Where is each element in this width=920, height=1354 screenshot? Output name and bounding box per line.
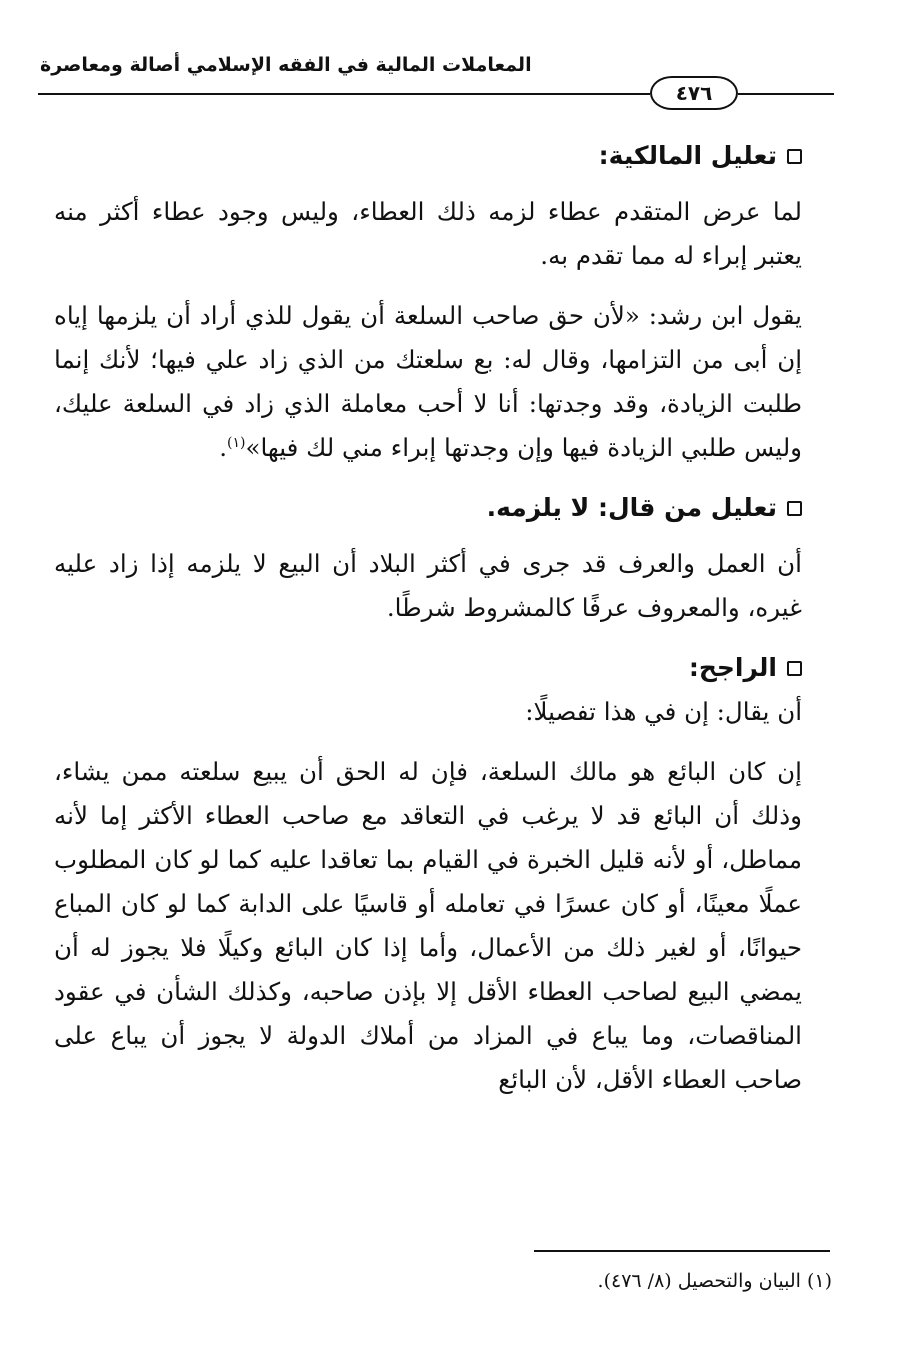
- section-heading-preferred: [54, 646, 802, 690]
- section-heading-no-obligation: [54, 486, 802, 530]
- checkbox-square-icon: [787, 661, 802, 676]
- section-heading-label: تعليل من قال: لا يلزمه.: [486, 493, 777, 522]
- checkbox-square-icon: [787, 149, 802, 164]
- quote-text: يقول ابن رشد: «لأن حق صاحب السلعة أن يقول للذي أراد أن يلزمها إياه إن أبى من التزامها، وقال له: بع سلعتك من الذي زاد علي فيها؛ لأنك إنما طلبت الزيادة، وقد وجدتها: أنا لا أحب معاملة الذي زاد في السلعة عليك، وليس طلبي الزيادة فيها وإن وجدتها إبراء مني لك فيها»: [54, 301, 802, 462]
- header-rule: [738, 93, 834, 95]
- paragraph-quote: [54, 294, 802, 470]
- header-rule: [38, 93, 650, 95]
- page-number: ٤٧٦: [650, 76, 738, 110]
- checkbox-square-icon: [787, 501, 802, 516]
- quote-end: .: [219, 433, 227, 462]
- section-heading-label: الراجح:: [688, 653, 777, 682]
- footnote-rule: [534, 1250, 830, 1252]
- section-heading-label: تعليل المالكية:: [598, 141, 777, 170]
- paragraph: أن العمل والعرف قد جرى في أكثر البلاد أن البيع لا يلزمه إذا زاد عليه غيره، والمعروف عرفًا كالمشروط شرطًا.: [54, 549, 802, 622]
- paragraph: لما عرض المتقدم عطاء لزمه ذلك العطاء، وليس وجود عطاء أكثر منه يعتبر إبراء له مما تقدم به.: [54, 197, 802, 270]
- footnote: (١) البيان والتحصيل (٨/ ٤٧٦).: [597, 1270, 832, 1292]
- running-title: المعاملات المالية في الفقه الإسلامي أصالة ومعاصرة: [40, 54, 532, 76]
- page-body: [54, 134, 802, 1102]
- footnote-reference: (١): [226, 434, 246, 451]
- paragraph-intro: أن يقال: إن في هذا تفصيلًا:: [525, 697, 802, 726]
- section-heading-maliki: [54, 134, 802, 178]
- paragraph: إن كان البائع هو مالك السلعة، فإن له الحق أن يبيع سلعته ممن يشاء، وذلك أن البائع قد لا يرغب في التعاقد مع صاحب العطاء الأكثر إما لأنه مماطل، أو لأنه قليل الخبرة في القيام بما تعاقدا عليه كما لو كان المطلوب عملًا معينًا، أو كان عسرًا في تعامله أو قاسيًا على الدابة كما لو كان المباع حيوانًا، أو لغير ذلك من الأعمال، وأما إذا كان البائع وكيلًا فلا يجوز له أن يمضي البيع لصاحب العطاء الأقل إلا بإذن صاحبه، وكذلك الشأن في عقود المناقصات، وما يباع في المزاد من أملاك الدولة لا يجوز أن يباع على صاحب العطاء الأقل، لأن البائع: [54, 757, 802, 1094]
